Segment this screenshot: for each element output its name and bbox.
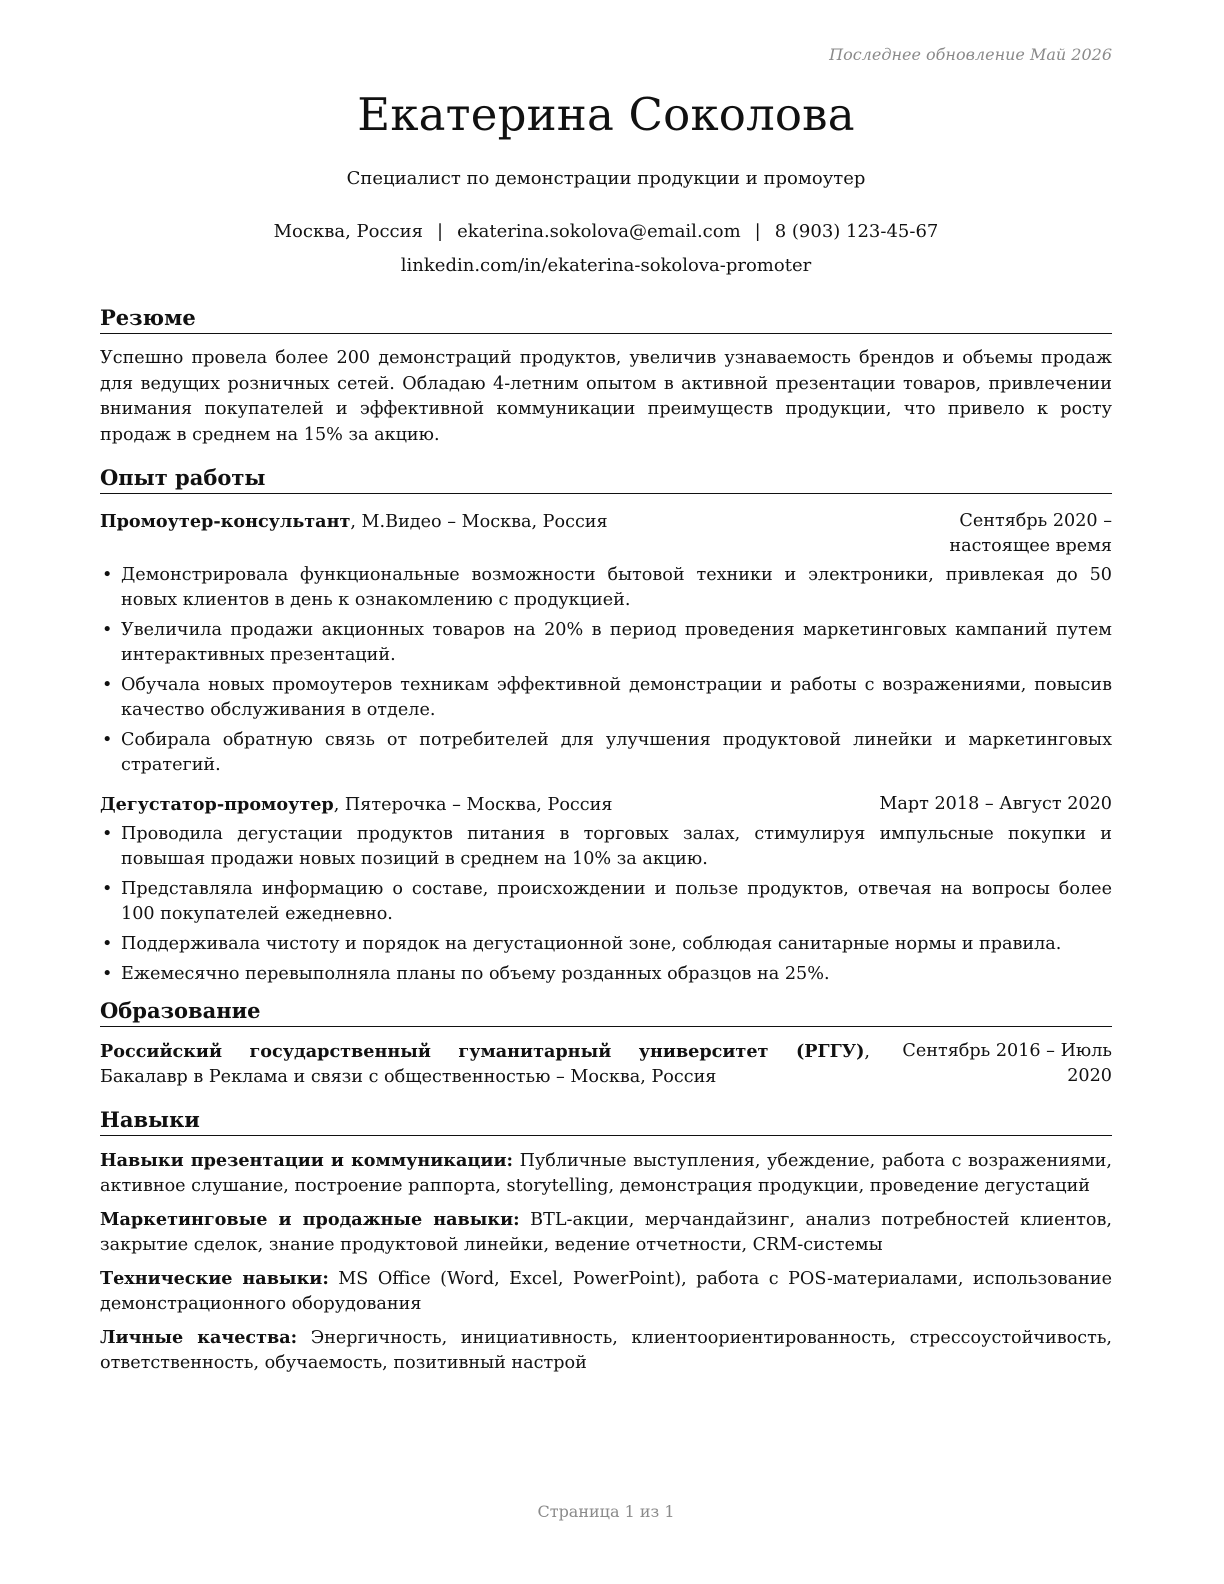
bullet-item: • Проводила дегустации продуктов питания в торговых залах, стимулируя импульсные покупки и повышая продажи новых позиций в среднем на 10% за акцию.	[100, 822, 1112, 872]
separator: |	[754, 221, 761, 242]
skill-label: Технические навыки:	[100, 1268, 329, 1289]
skills-section	[100, 1107, 1112, 1376]
job-dates: Март 2018 – Август 2020	[879, 794, 1112, 814]
contact-line	[100, 220, 1112, 244]
job-role: Промоутер-консультант	[100, 511, 351, 532]
skill-label: Навыки презентации и коммуникации:	[100, 1150, 513, 1171]
skill-item	[100, 1207, 1112, 1258]
section-heading: Образование	[100, 998, 1112, 1027]
job-header	[100, 509, 1112, 559]
job-position	[100, 509, 608, 559]
page-number: Страница 1 из 1	[537, 1502, 675, 1521]
separator: |	[437, 221, 444, 242]
candidate-title: Специалист по демонстрации продукции и промоутер	[346, 168, 866, 189]
skill-text: BTL-акции, мерчандайзинг, анализ потребностей клиентов, закрытие сделок, знание продуктовой линейки, ведение отчетности, CRM-системы	[100, 1210, 1112, 1255]
degree-info: , Бакалавр в Реклама и связи с общественностью – Москва, Россия	[100, 1042, 870, 1087]
education-dates: Сентябрь 2016 – Июль 2020	[902, 1041, 1112, 1086]
phone: 8 (903) 123-45-67	[774, 221, 939, 242]
job-role: Дегустатор-промоутер	[100, 794, 334, 815]
bullet-item: • Ежемесячно перевыполняла планы по объему розданных образцов на 25%.	[100, 962, 1112, 987]
resume-page	[100, 0, 1112, 1584]
job-company: , М.Видео – Москва, Россия	[350, 512, 608, 532]
job-position	[100, 792, 612, 818]
skill-label: Маркетинговые и продажные навыки:	[100, 1209, 520, 1230]
skill-item	[100, 1325, 1112, 1376]
bullet-item: • Представляла информацию о составе, происхождении и пользе продуктов, отвечая на вопросы более 100 покупателей ежедневно.	[100, 877, 1112, 927]
location: Москва, Россия	[273, 221, 423, 242]
summary-section	[100, 305, 1112, 448]
job-dates: Сентябрь 2020 – настоящее время	[949, 511, 1112, 556]
linkedin-link[interactable]: linkedin.com/in/ekaterina-sokolova-promoter	[400, 255, 812, 276]
skill-label: Личные качества:	[100, 1327, 298, 1348]
experience-section	[100, 465, 1112, 992]
skill-item	[100, 1266, 1112, 1317]
skill-text: MS Office (Word, Excel, PowerPoint), работа с POS-материалами, использование демонстрационного оборудования	[100, 1269, 1112, 1314]
bullet-item: • Собирала обратную связь от потребителей для улучшения продуктовой линейки и маркетинговых стратегий.	[100, 728, 1112, 778]
candidate-name: Екатерина Соколова	[357, 88, 855, 141]
job-bullets	[100, 563, 1112, 778]
email-link[interactable]: ekaterina.sokolova@email.com	[457, 221, 741, 242]
last-updated: Последнее обновление Май 2026	[829, 45, 1112, 64]
institution-name: Российский государственный гуманитарный университет (РГГУ)	[100, 1041, 865, 1062]
bullet-item: • Поддерживала чистоту и порядок на дегустационной зоне, соблюдая санитарные нормы и правила.	[100, 932, 1112, 957]
job-header	[100, 792, 1112, 818]
education-details	[100, 1039, 870, 1090]
job-entry	[100, 509, 1112, 778]
education-section	[100, 998, 1112, 1090]
job-entry	[100, 792, 1112, 987]
skill-text: Публичные выступления, убеждение, работа с возражениями, активное слушание, построение раппорта, storytelling, демонстрация продукции, проведение дегустаций	[100, 1151, 1113, 1196]
section-heading: Навыки	[100, 1107, 1112, 1136]
contact-info	[100, 220, 1112, 278]
job-bullets	[100, 822, 1112, 987]
summary-text: Успешно провела более 200 демонстраций продуктов, увеличив узнаваемость брендов и объемы продаж для ведущих розничных сетей. Обладаю 4-летним опытом в активной презентации товаров, привлечении внимания покупателей и эффективной коммуникации преимуществ продукции, что привело к росту продаж в среднем на 15% за акцию.	[100, 348, 1112, 445]
bullet-item: • Демонстрировала функциональные возможности бытовой техники и электроники, привлекая до 50 новых клиентов в день к ознакомлению с продукцией.	[100, 563, 1112, 613]
section-heading: Резюме	[100, 305, 1112, 334]
bullet-item: • Обучала новых промоутеров техникам эффективной демонстрации и работы с возражениями, повысив качество обслуживания в отделе.	[100, 673, 1112, 723]
job-company: , Пятерочка – Москва, Россия	[333, 795, 613, 815]
education-entry	[100, 1039, 1112, 1090]
skill-text: Энергичность, инициативность, клиентоориентированность, стрессоустойчивость, ответственность, обучаемость, позитивный настрой	[100, 1328, 1112, 1373]
section-heading: Опыт работы	[100, 465, 1112, 494]
bullet-item: • Увеличила продажи акционных товаров на 20% в период проведения маркетинговых кампаний путем интерактивных презентаций.	[100, 618, 1112, 668]
skill-item	[100, 1148, 1112, 1199]
